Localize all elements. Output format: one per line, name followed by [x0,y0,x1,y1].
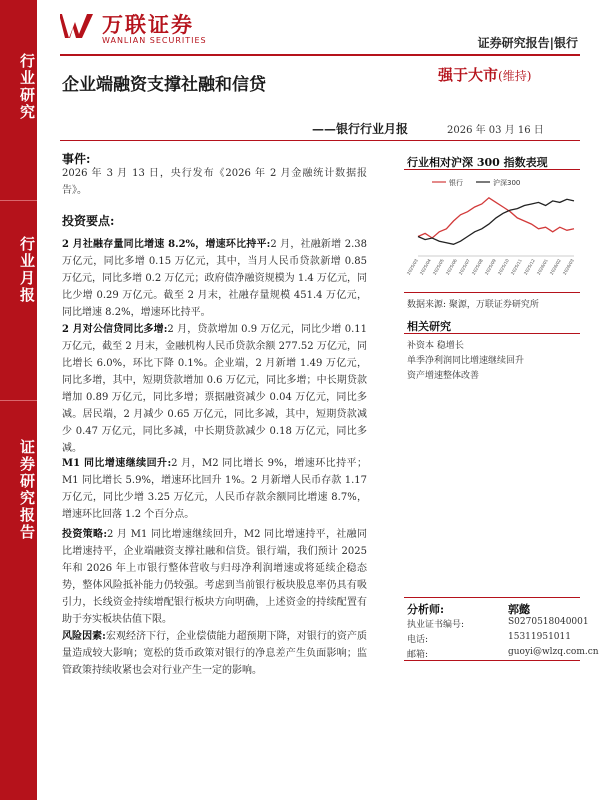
analyst-row-label: 邮箱: [407,650,429,660]
chart-legend [432,178,520,187]
section-corporate-credit [62,321,367,457]
wanlian-logo-icon [60,12,96,40]
x-tick-label: 2025/09 [483,258,497,276]
related-research-heading: 相关研究 [407,320,451,333]
related-divider [404,333,580,334]
related-item[interactable]: 补资本 稳增长 [407,341,464,351]
header-divider [60,54,580,56]
event-heading: 事件: [62,152,91,166]
x-tick-label: 2025/06 [444,258,458,276]
section-text: 2 月，社融新增 2.38 万亿元，同比多增 0.15 万亿元，其中，当月人民币贷款新增 0.85 万亿元，同比多增 0.2 万亿元；政府债净融资规模为 1.4 万亿元，同比少增 0.29 万亿元。截至 2 月末，社融存量规模 451.4 万亿元，同比增速 8.2%，增速环比持平。 [62,239,367,318]
chart-title: 行业相对沪深 300 指数表现 [407,156,548,169]
report-date: 2026 年 03 月 16 日 [447,125,544,136]
analyst-name: 郭懿 [508,603,530,616]
section-lead: 投资策略: [62,529,108,540]
key-points-heading: 投资要点: [62,214,115,228]
x-tick-label: 2026/02 [548,258,562,276]
analyst-row-label: 电话: [407,635,429,645]
section-lead: 2 月对公信贷同比多增: [62,324,168,335]
analyst-row-value: 15311951011 [508,632,571,642]
x-tick-label: 2025/11 [509,258,523,276]
section-lead: 风险因素: [62,631,106,642]
logo-en: WANLIAN SECURITIES [102,36,207,45]
event-text: 2026 年 3 月 13 日，央行发布《2026 年 2 月金融统计数据报告》。 [62,168,367,196]
section-text: 2 月 M1 同比增速继续回升，M2 同比增速持平，社融同比增速持平，企业端融资支撑社融和信贷。银行端，我们预计 2025 年和 2026 年上市银行整体营收与归母净利润增速或将延续企稳态势，整体风险抵补能力仍较强。考虑到当前银行板块股息率仍具有吸引力，长线资金持续增配银行板块方向明确，上述资金的持续配置有助于夯实板块估值下限。 [62,529,367,625]
relative-performance-chart [404,172,580,290]
legend-label-bank: 银行 [449,179,463,187]
side-tab-industry-research: 行业研究 [18,53,36,121]
x-tick-label: 2025/05 [431,258,445,276]
chart-plot-area [418,198,574,245]
section-social-financing [62,236,367,321]
section-risks [62,628,367,679]
section-text: 2 月，贷款增加 0.9 万亿元，同比少增 0.11 万亿元，截至 2 月末，金融机构人民币贷款余额 277.52 万亿元，同比增长 6.0%，环比下降 0.1%。企业端，2 月新增 1.49 万亿元，同比多增，其中，短期贷款增加 0.6 万亿元，同比多增；中长期贷款增加 0.89 万亿元，同比多增；票据融资减少 0.04 万亿元，同比多减。居民端，2 月减少 0.65 万亿元，同比多减，其中，短期贷款减少 0.47 万亿元，同比多减，中长期贷款减少 0.18 万亿元，同比多减。 [62,324,367,454]
analyst-divider [404,597,580,598]
section-m1 [62,455,367,523]
side-separator [0,400,37,401]
x-tick-label: 2025/07 [457,258,471,276]
x-tick-label: 2025/04 [418,258,432,276]
related-item[interactable]: 单季净利润同比增速继续回升 [407,356,525,366]
chart-divider [404,169,580,170]
side-tab-monthly: 行业月报 [18,236,36,304]
analyst-row-value: S0270518040001 [508,617,589,627]
related-item[interactable]: 资产增速整体改善 [407,371,480,381]
x-tick-label: 2025/12 [522,258,536,276]
logo-cn: 万联证券 [102,13,194,37]
section-lead: 2 月社融存量同比增速 8.2%，增速环比持平: [62,239,271,250]
chart-x-axis [406,256,575,276]
page-title: 企业端融资支撑社融和信贷 [62,75,266,95]
chart-divider [404,292,580,293]
x-tick-label: 2026/03 [561,258,575,276]
rating-label: 强于大市 [438,66,499,84]
section-strategy [62,526,367,628]
analyst-row-label: 执业证书编号: [407,620,465,630]
analyst-row-value[interactable]: guoyi@wlzq.com.cn [508,647,599,657]
rating [438,64,531,85]
section-lead: M1 同比增速继续回升: [62,458,172,469]
subtitle: ——银行行业月报 [311,122,408,136]
section-text: 2 月，M2 同比增长 9%，增速环比持平；M1 同比增长 5.9%，增速环比回升 1%。2 月新增人民币存款 1.17 万亿元，同比少增 3.25 万亿元，人民币存款余额同比增速 8.7%，增速环比回落 1.2 个百分点。 [62,458,367,520]
side-separator [0,200,37,201]
analyst-divider [404,660,580,661]
side-tab-securities-report: 证券研究报告 [18,439,36,541]
x-tick-label: 2025/08 [470,258,484,276]
legend-label-csi300: 沪深300 [493,179,521,187]
series-line-csi300 [418,199,574,244]
rating-note: (维持) [498,69,532,83]
chart-source: 数据来源: 聚源，万联证券研究所 [407,300,539,310]
section-text: 宏观经济下行，企业偿债能力超预期下降，对银行的资产质量造成较大影响；宽松的货币政策对银行的净息差产生负面影响；监管政策持续收紧也会对行业产生一定的影响。 [62,631,367,676]
report-type: 证券研究报告|银行 [477,36,578,50]
title-divider [60,140,580,141]
x-tick-label: 2025/10 [496,258,510,276]
x-tick-label: 2026/01 [535,258,549,276]
x-tick-label: 2025/03 [405,258,419,276]
analyst-label: 分析师: [407,603,445,616]
